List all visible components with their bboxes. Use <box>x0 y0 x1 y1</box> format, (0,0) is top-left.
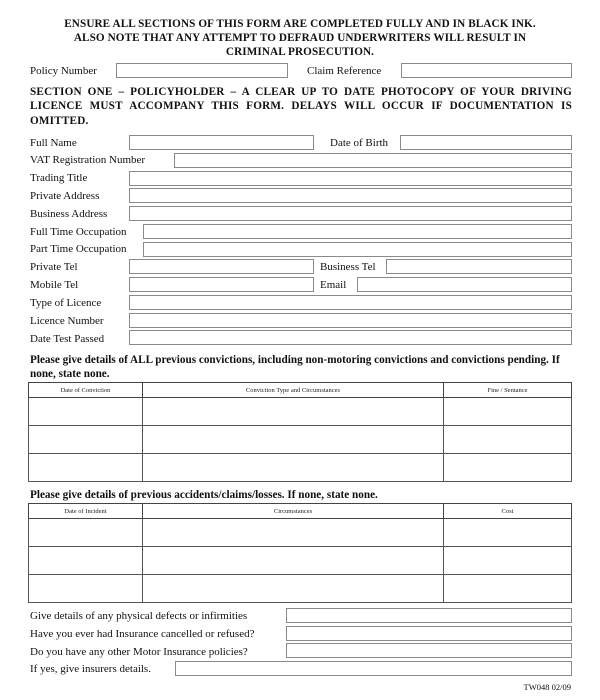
notice-line-1: ENSURE ALL SECTIONS OF THIS FORM ARE COMPLETED FULLY AND IN BLACK INK. <box>64 18 536 30</box>
fine-sentence-cell[interactable] <box>444 398 572 426</box>
date-of-incident-cell[interactable] <box>29 575 143 603</box>
part-time-occupation-label: Part Time Occupation <box>30 243 127 255</box>
date-of-conviction-cell[interactable] <box>29 454 143 482</box>
date-test-passed-label: Date Test Passed <box>30 333 105 345</box>
section-one-heading: SECTION ONE – POLICYHOLDER – A CLEAR UP TO DATE PHOTOCOPY OF YOUR DRIVING LICENCE MUST ACCOMPANY THIS FORM. DELAYS WILL OCCUR IF DOCUMENTATION IS OMITTED. <box>30 86 572 127</box>
business-address-label: Business Address <box>30 208 108 220</box>
column-header: Date of Conviction <box>29 383 143 398</box>
physical-defects-field[interactable] <box>286 608 572 623</box>
claim-reference-field[interactable] <box>401 63 572 78</box>
date-of-conviction-cell[interactable] <box>29 398 143 426</box>
trading-title-label: Trading Title <box>30 172 88 184</box>
table-row <box>29 519 572 547</box>
other-policies-field[interactable] <box>286 643 572 658</box>
private-address-label: Private Address <box>30 190 100 202</box>
accidents-table <box>28 503 572 603</box>
mobile-tel-field[interactable] <box>129 277 314 292</box>
physical-defects-label: Give details of any physical defects or infirmities <box>30 610 248 622</box>
insurers-details-field[interactable] <box>175 661 572 676</box>
full-name-field[interactable] <box>129 135 314 150</box>
conviction-type-cell[interactable] <box>143 398 444 426</box>
circumstances-cell[interactable] <box>143 547 444 575</box>
date-test-passed-field[interactable] <box>129 330 572 345</box>
column-header: Circumstances <box>143 504 444 519</box>
business-address-field[interactable] <box>129 206 572 221</box>
column-header: Date of Incident <box>29 504 143 519</box>
date-of-birth-label: Date of Birth <box>330 137 389 149</box>
fine-sentence-cell[interactable] <box>444 454 572 482</box>
convictions-prompt: Please give details of ALL previous convictions, including non-motoring convictions and convictions pending. If none, state none. <box>30 354 560 380</box>
date-of-incident-cell[interactable] <box>29 547 143 575</box>
private-tel-label: Private Tel <box>30 261 78 273</box>
accidents-prompt: Please give details of previous accidents/claims/losses. If none, state none. <box>30 489 378 501</box>
circumstances-cell[interactable] <box>143 519 444 547</box>
email-label: Email <box>320 279 347 291</box>
table-row <box>29 426 572 454</box>
convictions-table <box>28 382 572 482</box>
cost-cell[interactable] <box>444 575 572 603</box>
type-of-licence-label: Type of Licence <box>30 297 102 309</box>
column-header: Cost <box>444 504 572 519</box>
cost-cell[interactable] <box>444 519 572 547</box>
licence-number-label: Licence Number <box>30 315 104 327</box>
other-policies-label: Do you have any other Motor Insurance policies? <box>30 646 248 658</box>
column-header: Fine / Sentance <box>444 383 572 398</box>
insurance-cancelled-label: Have you ever had Insurance cancelled or refused? <box>30 628 255 640</box>
table-row <box>29 454 572 482</box>
full-name-label: Full Name <box>30 137 77 149</box>
date-of-birth-field[interactable] <box>400 135 572 150</box>
business-tel-label: Business Tel <box>320 261 376 273</box>
mobile-tel-label: Mobile Tel <box>30 279 79 291</box>
conviction-type-cell[interactable] <box>143 426 444 454</box>
form-code: TW048 02/09 <box>523 682 571 692</box>
conviction-type-cell[interactable] <box>143 454 444 482</box>
private-tel-field[interactable] <box>129 259 314 274</box>
part-time-occupation-field[interactable] <box>143 242 572 257</box>
type-of-licence-field[interactable] <box>129 295 572 310</box>
notice-line-3: CRIMINAL PROSECUTION. <box>225 46 375 58</box>
notice-line-2: ALSO NOTE THAT ANY ATTEMPT TO DEFRAUD UNDERWRITERS WILL RESULT IN <box>73 32 527 44</box>
cost-cell[interactable] <box>444 547 572 575</box>
table-row <box>29 398 572 426</box>
business-tel-field[interactable] <box>386 259 572 274</box>
policy-number-field[interactable] <box>116 63 288 78</box>
full-time-occupation-label: Full Time Occupation <box>30 226 127 238</box>
claim-reference-label: Claim Reference <box>307 65 382 77</box>
vat-number-field[interactable] <box>174 153 572 168</box>
form-notice <box>20 17 580 59</box>
date-of-incident-cell[interactable] <box>29 519 143 547</box>
vat-number-label: VAT Registration Number <box>30 154 146 166</box>
fine-sentence-cell[interactable] <box>444 426 572 454</box>
table-row <box>29 547 572 575</box>
date-of-conviction-cell[interactable] <box>29 426 143 454</box>
policy-number-label: Policy Number <box>30 65 97 77</box>
email-field[interactable] <box>357 277 572 292</box>
circumstances-cell[interactable] <box>143 575 444 603</box>
licence-number-field[interactable] <box>129 313 572 328</box>
insurance-cancelled-field[interactable] <box>286 626 572 641</box>
table-row <box>29 575 572 603</box>
insurers-details-label: If yes, give insurers details. <box>30 663 151 675</box>
private-address-field[interactable] <box>129 188 572 203</box>
trading-title-field[interactable] <box>129 171 572 186</box>
column-header: Conviction Type and Circumstances <box>143 383 444 398</box>
full-time-occupation-field[interactable] <box>143 224 572 239</box>
